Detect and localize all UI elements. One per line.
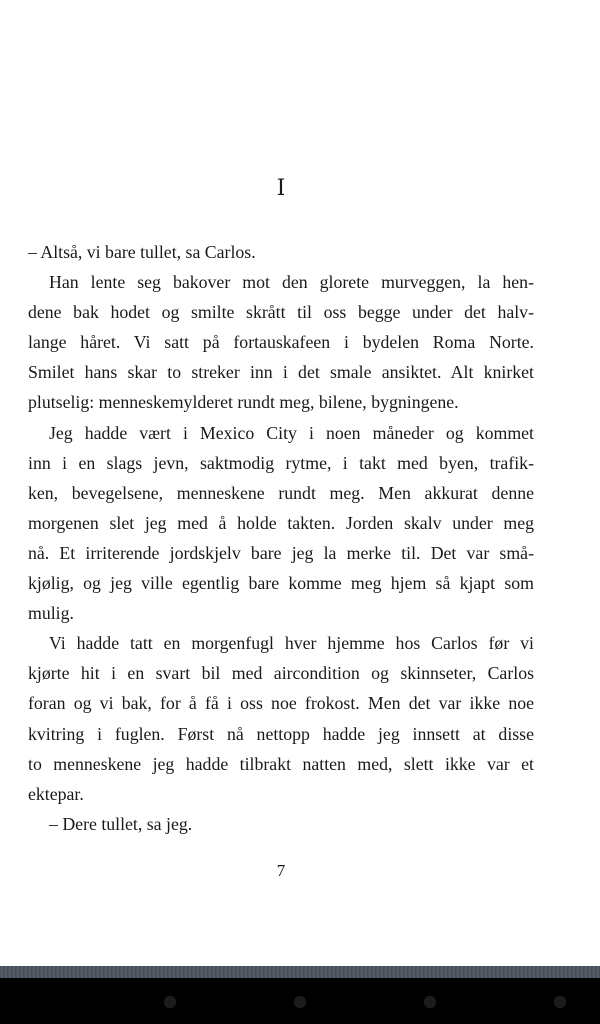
text-line: Jeg hadde vært i Mexico City i noen måneder og kommet bbox=[49, 422, 534, 443]
text-line: dene bak hodet og smilte skrått til oss begge under det halv- bbox=[28, 302, 534, 323]
nav-dot-icon[interactable] bbox=[554, 996, 566, 1008]
text-line: Vi hadde tatt en morgenfugl hver hjemme hos Carlos før vi bbox=[49, 633, 534, 654]
text-line: lange håret. Vi satt på fortauskafeen i bydelen Roma Norte. bbox=[28, 332, 534, 353]
text-line: ektepar. bbox=[28, 783, 84, 804]
text-line: foran og vi bak, for å få i oss noe frokost. Men det var ikke noe bbox=[28, 693, 534, 714]
text-line: morgenen slet jeg med å holde takten. Jorden skalv under meg bbox=[28, 512, 534, 533]
text-line: inn i en slags jevn, saktmodig rytme, i takt med byen, trafik- bbox=[28, 452, 534, 473]
text-line: kjørte hit i en svart bil med aircondition og skinnseter, Carlos bbox=[28, 663, 534, 684]
navigation-bar-edge bbox=[0, 966, 600, 978]
nav-dot-icon[interactable] bbox=[164, 996, 176, 1008]
system-navigation-bar bbox=[0, 978, 600, 1024]
nav-dot-icon[interactable] bbox=[294, 996, 306, 1008]
text-line: ken, bevegelsene, menneskene rundt meg. Men akkurat denne bbox=[28, 482, 534, 503]
nav-dot-icon[interactable] bbox=[424, 996, 436, 1008]
text-line: kvitring i fuglen. Først nå nettopp hadde jeg innsett at disse bbox=[28, 723, 534, 744]
text-line: nå. Et irriterende jordskjelv bare jeg la merke til. Det var små- bbox=[28, 542, 534, 563]
page-number: 7 bbox=[276, 861, 286, 880]
text-line: Han lente seg bakover mot den glorete murveggen, la hen- bbox=[49, 272, 534, 293]
body-text bbox=[28, 237, 534, 839]
text-line: – Altså, vi bare tullet, sa Carlos. bbox=[28, 242, 256, 262]
text-line: mulig. bbox=[28, 603, 74, 624]
text-line: Smilet hans skar to streker inn i det smale ansiktet. Alt knirket bbox=[28, 362, 534, 383]
text-line: – Dere tullet, sa jeg. bbox=[49, 813, 193, 834]
text-line: plutselig: menneskemylderet rundt meg, bilene, bygningene. bbox=[28, 392, 459, 413]
text-line: kjølig, og jeg ville egentlig bare komme meg hjem så kjapt som bbox=[28, 573, 534, 594]
chapter-heading: I bbox=[276, 176, 286, 201]
text-line: to menneskene jeg hadde tilbrakt natten med, slett ikke var et bbox=[28, 753, 534, 774]
